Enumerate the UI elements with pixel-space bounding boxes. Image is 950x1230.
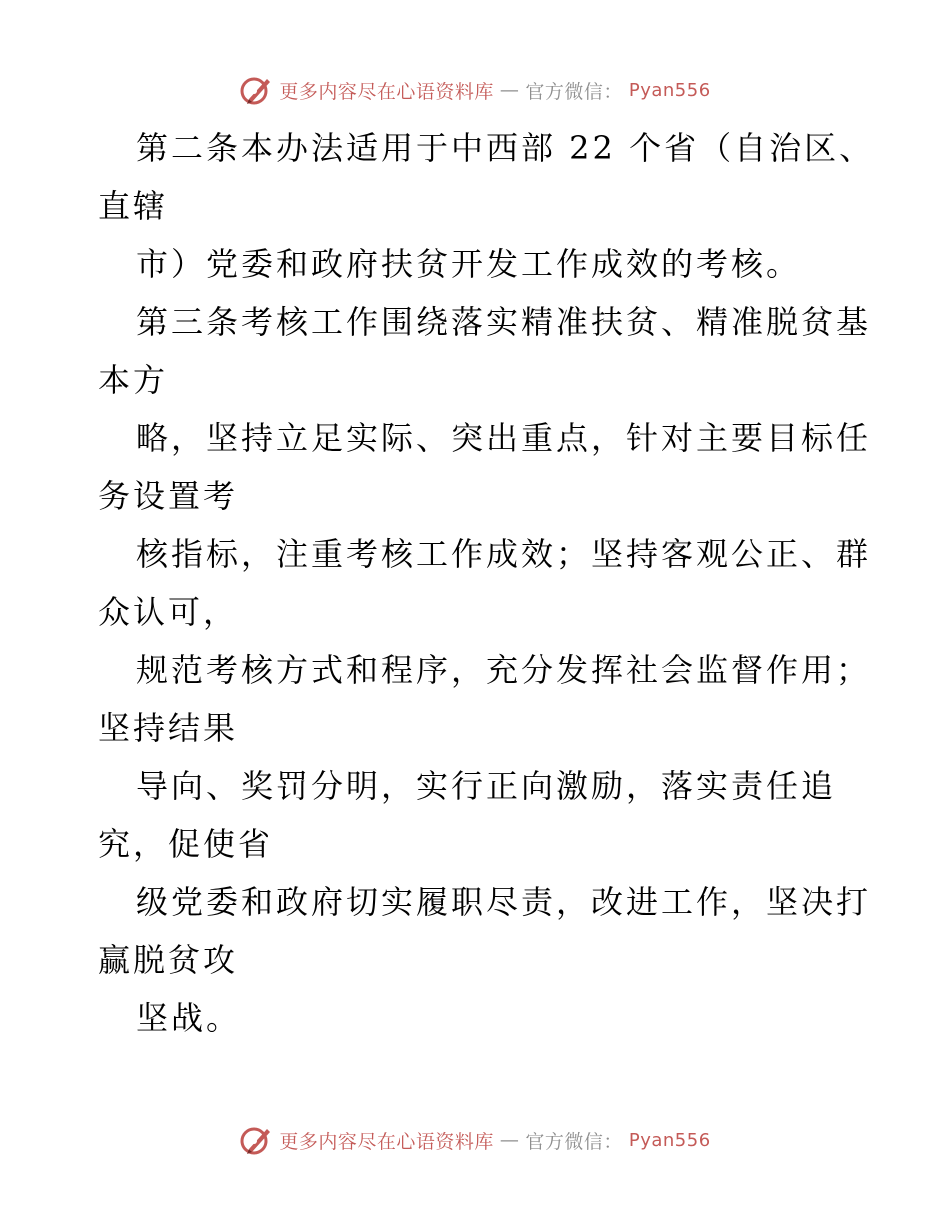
watermark-sub-text: 官方微信： <box>525 1130 623 1153</box>
text-line: 坚持结果 <box>98 709 239 747</box>
watermark-separator: — <box>499 79 520 101</box>
watermark-wechat-id: Pyan556 <box>628 1129 711 1151</box>
text-line: 第二条本办法适用于中西部 22 个省（自治区、 <box>136 129 875 167</box>
text-line: 务设置考 <box>98 477 239 515</box>
watermark-main-text: 更多内容尽在心语资料库 <box>279 1130 494 1153</box>
text-line: 本方 <box>98 361 169 399</box>
text-line: 规范考核方式和程序，充分发挥社会监督作用； <box>136 651 872 689</box>
text-line: 直辖 <box>98 187 169 225</box>
text-line: 众认可， <box>98 593 239 631</box>
text-line: 赢脱贫攻 <box>98 941 239 979</box>
watermark-separator: — <box>499 1129 520 1151</box>
text-line: 级党委和政府切实履职尽责，改进工作，坚决打 <box>136 883 872 921</box>
watermark-main-text: 更多内容尽在心语资料库 <box>279 80 494 103</box>
watermark-sub-text: 官方微信： <box>525 80 623 103</box>
watermark-wechat-id: Pyan556 <box>628 79 711 101</box>
text-line: 第三条考核工作围绕落实精准扶贫、精准脱贫基 <box>136 303 872 341</box>
text-line: 导向、奖罚分明，实行正向激励，落实责任追 <box>136 767 837 805</box>
text-line: 究，促使省 <box>98 825 274 863</box>
text-line: 核指标，注重考核工作成效；坚持客观公正、群 <box>136 535 872 573</box>
text-line: 略，坚持立足实际、突出重点，针对主要目标任 <box>136 419 872 457</box>
text-line: 市）党委和政府扶贫开发工作成效的考核。 <box>136 245 802 283</box>
footer-watermark <box>0 1122 950 1158</box>
text-line: 坚战。 <box>136 999 242 1037</box>
pen-logo-icon <box>239 1123 273 1157</box>
